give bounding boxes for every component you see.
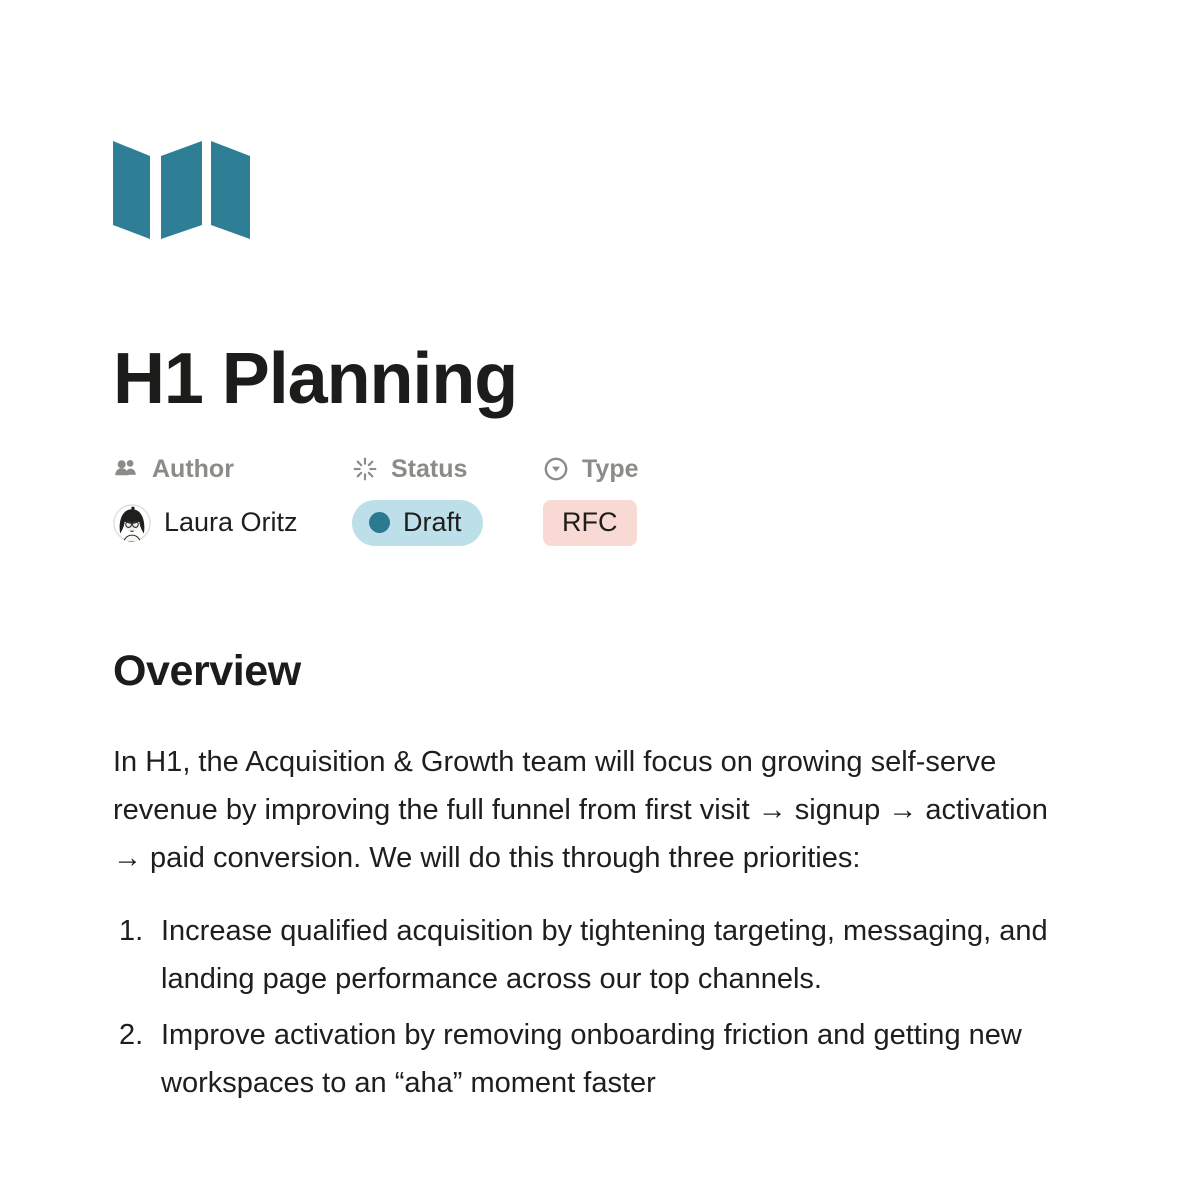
list-item[interactable] [113, 907, 1070, 1003]
section-heading[interactable]: Overview [113, 647, 301, 695]
property-type-label-text: Type [582, 454, 639, 483]
list-item-number: 1. [119, 915, 144, 947]
people-icon [113, 456, 139, 482]
page-icon[interactable] [113, 0, 250, 239]
list-item-text: Increase qualified acquisition by tightening targeting, messaging, and landing page performance across our top channels. [161, 915, 1048, 995]
numbered-list [113, 907, 1070, 1107]
type-badge [543, 500, 637, 546]
status-badge [352, 500, 483, 546]
avatar [113, 504, 151, 542]
page-title[interactable]: H1 Planning [113, 339, 518, 419]
list-item[interactable] [113, 1011, 1070, 1107]
type-badge-text: RFC [562, 507, 618, 537]
property-author [113, 451, 352, 546]
paragraph-block[interactable]: In H1, the Acquisition & Growth team will focus on growing self-serve revenue by improving the full funnel from first visit → signup → activation → paid conversion. We will do this through three priorities: [113, 746, 1048, 874]
list-item-number: 2. [119, 1019, 144, 1051]
status-dot-icon [369, 512, 390, 533]
author-name: Laura Oritz [164, 507, 298, 537]
property-author-value[interactable] [113, 499, 352, 546]
property-status-value[interactable] [352, 499, 543, 546]
property-type-label[interactable] [543, 451, 1070, 487]
property-status-label-text: Status [391, 454, 468, 483]
spinner-icon [352, 456, 378, 482]
property-status-label[interactable] [352, 451, 543, 487]
select-icon [543, 456, 569, 482]
list-item-text: Improve activation by removing onboarding friction and getting new workspaces to an “aha” moment faster [161, 1019, 1022, 1099]
property-status [352, 451, 543, 546]
status-badge-text: Draft [403, 507, 462, 537]
properties-panel [113, 451, 1070, 546]
property-type [543, 451, 1070, 546]
map-icon [113, 140, 250, 239]
property-type-value[interactable] [543, 499, 1070, 546]
property-author-label-text: Author [152, 454, 234, 483]
property-author-label[interactable] [113, 451, 352, 487]
